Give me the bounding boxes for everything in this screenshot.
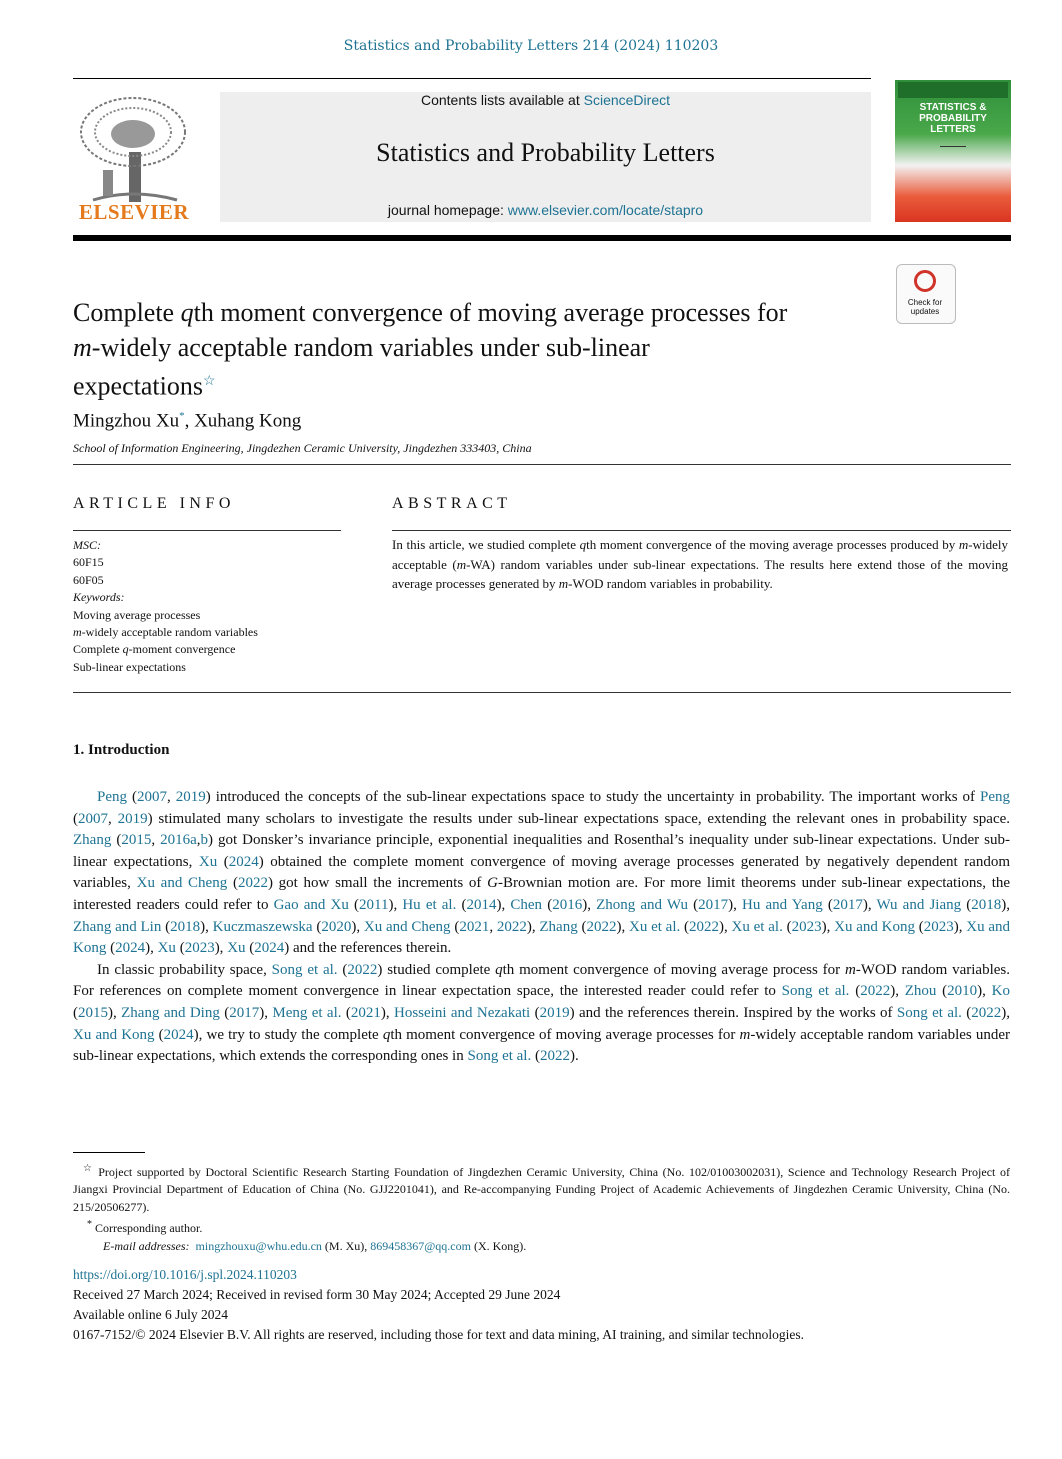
citation-link[interactable]: Peng (97, 789, 127, 805)
footnote-rule (73, 1152, 145, 1153)
corresponding-footnote (73, 1216, 1010, 1237)
article-meta (73, 1265, 1010, 1345)
footnotes (73, 1160, 1010, 1255)
math-symbol: m (456, 556, 467, 572)
citation-link[interactable]: Xu (198, 853, 218, 870)
citation-link[interactable]: 2019 (539, 1004, 570, 1021)
citation-link[interactable]: Zhang and Ding (121, 1004, 220, 1021)
section-heading-introduction: 1. Introduction (73, 742, 170, 758)
citation-link[interactable]: 2015 (121, 832, 152, 849)
math-symbol: m (844, 961, 856, 978)
citation-link[interactable]: 2022 (496, 918, 527, 935)
abstract-text: In this article, we studied complete qth moment convergence of the moving average processes produced by m-widely acceptable (m-WA) random variables under sub-linear expectations. The results here extend those of the moving average processes generated by m-WOD random variables in probability. (392, 537, 1008, 591)
citation-link[interactable]: Chen (510, 896, 543, 913)
corresponding-text: Corresponding author. (95, 1221, 203, 1236)
citation-link[interactable]: Xu and Kong (73, 1026, 155, 1043)
online-date: Available online 6 July 2024 (73, 1307, 228, 1322)
funding-footnote (73, 1160, 1010, 1216)
intro-paragraph-2: In classic probability space, Song et al. (2022) studied complete qth moment convergence of moving average process for m-WOD random variables. For references on complete moment convergence in linear expectation space, the interested reader could refer to Song et al. (2022), Zhou (2010), Ko (2015), Zhang and Ding (2017), Meng et al. (2021), Hosseini and Nezakati (2019) and the references therein. Inspired by the works of Song et al. (2022), Xu and Kong (2024), we try to study the complete qth moment convergence of moving average processes for m-widely acceptable random variables under sub-linear expectations, which extends the corresponding ones in Song et al. (2022). (73, 961, 1011, 1065)
citation-link[interactable]: 2018 (971, 896, 1002, 913)
citation-link[interactable]: 2018 (170, 918, 201, 935)
citation-link[interactable]: Xu and Kong (834, 918, 915, 935)
introduction-body (73, 787, 1010, 1068)
citation-link[interactable]: 2023 (923, 918, 954, 935)
citation-link[interactable]: 2019 (175, 789, 206, 805)
badge-line-1: Check for (907, 298, 943, 307)
title-text-4: expectations (73, 371, 203, 401)
citation-link[interactable]: 2022 (971, 1004, 1002, 1021)
citation-link[interactable]: 2023 (791, 918, 822, 935)
homepage-prefix: journal homepage: (387, 202, 508, 218)
citation-link[interactable]: Hosseini and Nezakati (394, 1004, 531, 1021)
funding-text: Project supported by Doctoral Scientific Research Starting Foundation of Jingdezhen Ceramic University, China (No. 102/01003002031), Science and Technology Research Project of Jiangxi Provincial Department of Education of China (No. GJJ2201041), and Re-accompanying Funding Project of Academic Achievements of Jingdezhen Ceramic University, China (No. 215/20506277). (73, 1165, 1010, 1214)
citation-link[interactable]: 2019 (117, 810, 148, 827)
citation-link[interactable]: 2017 (229, 1004, 260, 1021)
citation-link[interactable]: Xu and Kong (73, 918, 1011, 957)
keyword: Complete q-moment convergence (73, 642, 236, 657)
author-kong[interactable]: , Xuhang Kong (184, 410, 302, 432)
citation-link[interactable]: 2024 (228, 853, 259, 870)
citation-link[interactable]: Xu and Cheng (136, 875, 228, 892)
citation-link[interactable]: 2022 (347, 961, 378, 978)
citation-link[interactable]: 2007 (136, 789, 167, 805)
badge-line-2: updates (910, 307, 940, 316)
math-symbol: q (579, 537, 587, 552)
email-label: E-mail addresses: (103, 1238, 190, 1253)
cover-title: STATISTICS & PROBABILITY LETTERS (919, 102, 987, 135)
citation-link[interactable]: Song et al. (896, 1004, 962, 1021)
article-info-heading: ARTICLE INFO (73, 495, 235, 512)
check-updates-icon (914, 270, 936, 292)
keyword: m-widely acceptable random variables (73, 625, 258, 640)
citation-link[interactable]: Xu and Cheng (363, 918, 451, 935)
article-info-rule (73, 530, 341, 531)
header-rule (73, 78, 871, 79)
citation-link[interactable]: 2016a (160, 832, 197, 849)
citation-link[interactable]: 2024 (115, 940, 146, 957)
citation-link[interactable]: 2023 (184, 940, 215, 957)
keywords-label: Keywords: (73, 590, 125, 605)
author-line (73, 410, 301, 432)
intro-paragraph-1: Peng (2007, 2019) introduced the concepts of the sub-linear expectations space to study the uncertainty in probability. The important works of Peng (2007, 2019) stimulated many scholars to investigate the results under sub-linear expectations space, extending the relevant ones in probability space. Zhang (2015, 2016a,b) got Donsker’s invariance principle, exponential inequalities and Rosenthal’s inequality under sub-linear expectations. Under sub-linear expectations, Xu (2024) obtained the complete moment convergence of moving average processes generated by negatively dependent random variables, Xu and Cheng (2022) got how small the increments of G-Brownian motion are. For more limit theorems under sub-linear expectations, the interested readers could refer to Gao and Xu (2011), Hu et al. (2014), Chen (2016), Zhong and Wu (2017), Hu and Yang (2017), Wu and Jiang (2018), Zhang and Lin (2018), Kuczmaszewska (2020), Xu and Cheng (2021, 2022), Zhang (2022), Xu et al. (2022), Xu et al. (2023), Xu and Kong (2023), Xu and Kong (2024), Xu (2023), Xu (2024) and the references therein. (73, 789, 1011, 957)
title-q: q (180, 298, 194, 327)
doi-link[interactable]: https://doi.org/10.1016/j.spl.2024.110203 (73, 1267, 297, 1282)
citation-link[interactable]: Zhou (904, 983, 937, 1000)
email-kong-link[interactable]: 869458367@qq.com (370, 1238, 471, 1253)
cover-divider (940, 146, 966, 147)
journal-reference[interactable]: Statistics and Probability Letters 214 (2024) 110203 (343, 38, 719, 54)
contents-line (220, 92, 871, 108)
publisher-wordmark[interactable]: ELSEVIER (78, 200, 190, 224)
email-xu-owner: (M. Xu), (321, 1238, 371, 1253)
citation-link[interactable]: Song et al. (271, 961, 338, 978)
citation-link[interactable]: 2021 (350, 1004, 381, 1021)
keyword: Sub-linear expectations (73, 659, 186, 674)
msc-code: 60F05 (73, 572, 104, 587)
funding-star: ☆ (83, 1163, 94, 1174)
math-symbol: q (495, 961, 503, 978)
citation-link[interactable]: b (200, 832, 208, 849)
math-symbol: G (487, 875, 498, 892)
abstract-end-rule (73, 692, 1011, 693)
title-text-2: th moment convergence of moving average processes for (193, 298, 788, 327)
citation-link[interactable]: Meng et al. (272, 1004, 342, 1021)
msc-label: MSC: (73, 538, 101, 552)
citation-link[interactable]: Peng (980, 789, 1011, 805)
citation-link[interactable]: Xu (227, 940, 246, 957)
citation-link[interactable]: 2022 (539, 1048, 570, 1065)
msc-code: 60F15 (73, 555, 104, 570)
affiliation: School of Information Engineering, Jingdezhen Ceramic University, Jingdezhen 333403, China (73, 441, 532, 455)
citation-link[interactable]: Xu et al. (731, 918, 783, 935)
contents-prefix: Contents lists available at (420, 92, 584, 108)
homepage-line (220, 202, 871, 218)
keyword: Moving average processes (73, 607, 201, 622)
math-symbol: m (558, 576, 569, 591)
citation-link[interactable]: Wu and Jiang (876, 896, 962, 913)
citation-link[interactable]: 2021 (459, 918, 490, 935)
copyright: 0167-7152/© 2024 Elsevier B.V. All rights are reserved, including those for text and data mining, AI training, and similar technologies. (73, 1327, 804, 1342)
citation-link[interactable]: 2022 (689, 918, 720, 935)
citation-link[interactable]: Song et al. (467, 1048, 532, 1065)
citation-link[interactable]: 2022 (860, 983, 891, 1000)
abstract-rule (392, 530, 1011, 531)
article-title (73, 296, 893, 404)
article-info-block (73, 537, 258, 676)
citation-link[interactable]: Xu et al. (628, 918, 681, 935)
abstract-heading: ABSTRACT (392, 495, 512, 512)
citation-link[interactable]: Song et al. (781, 983, 850, 1000)
affiliation-rule (73, 464, 1011, 465)
math-symbol: q (382, 1026, 391, 1043)
received-dates: Received 27 March 2024; Received in revised form 30 May 2024; Accepted 29 June 2024 (73, 1287, 561, 1302)
badge-label (896, 298, 954, 316)
author-xu[interactable]: Mingzhou Xu (73, 410, 180, 432)
citation-link[interactable]: 2011 (359, 896, 389, 913)
math-symbol: m (958, 537, 969, 552)
citation-link[interactable]: Gao and Xu (273, 896, 349, 913)
cover-top-bar (898, 82, 1008, 98)
citation-link[interactable]: Zhang (539, 918, 578, 935)
citation-link[interactable]: Kuczmaszewska (212, 918, 313, 935)
email-kong-owner: (X. Kong). (470, 1238, 527, 1253)
homepage-link[interactable]: www.elsevier.com/locate/stapro (507, 202, 704, 218)
citation-link[interactable]: Ko (991, 983, 1011, 1000)
citation-link[interactable]: 2010 (947, 983, 978, 1000)
title-text-3: -widely acceptable random variables under sub-linear (91, 332, 650, 362)
email-footnote (73, 1238, 1010, 1255)
citation-link[interactable]: 2014 (466, 896, 497, 913)
citation-link[interactable]: 2017 (698, 896, 729, 913)
masthead-bottom-rule (73, 235, 1011, 241)
citation-link[interactable]: 2015 (78, 1004, 108, 1021)
email-xu-link[interactable]: mingzhouxu@whu.edu.cn (195, 1238, 322, 1253)
citation-link[interactable]: Hu and Yang (742, 896, 823, 913)
citation-link[interactable]: 2016 (552, 896, 583, 913)
title-footnote-star[interactable]: ☆ (202, 374, 216, 389)
citation-link[interactable]: 2024 (254, 940, 285, 957)
citation-link[interactable]: Zhang (73, 832, 112, 849)
citation-link[interactable]: Xu (157, 940, 176, 957)
title-m: m (73, 332, 92, 362)
citation-link[interactable]: 2020 (321, 918, 352, 935)
citation-link[interactable]: 2022 (237, 875, 268, 892)
title-text-1: Complete (73, 298, 181, 327)
citation-link[interactable]: Zhong and Wu (596, 896, 688, 913)
sciencedirect-link[interactable]: ScienceDirect (583, 92, 670, 108)
math-symbol: m (739, 1026, 751, 1043)
citation-link[interactable]: 2007 (78, 810, 108, 827)
citation-link[interactable]: Hu et al. (402, 896, 457, 913)
corresponding-mark[interactable]: * (179, 410, 185, 422)
citation-link[interactable]: 2022 (586, 918, 617, 935)
journal-title: Statistics and Probability Letters (376, 138, 715, 167)
citation-link[interactable]: Zhang and Lin (73, 918, 162, 935)
citation-link[interactable]: 2024 (163, 1026, 194, 1043)
citation-link[interactable]: 2017 (832, 896, 863, 913)
corresponding-star: * (87, 1219, 92, 1231)
